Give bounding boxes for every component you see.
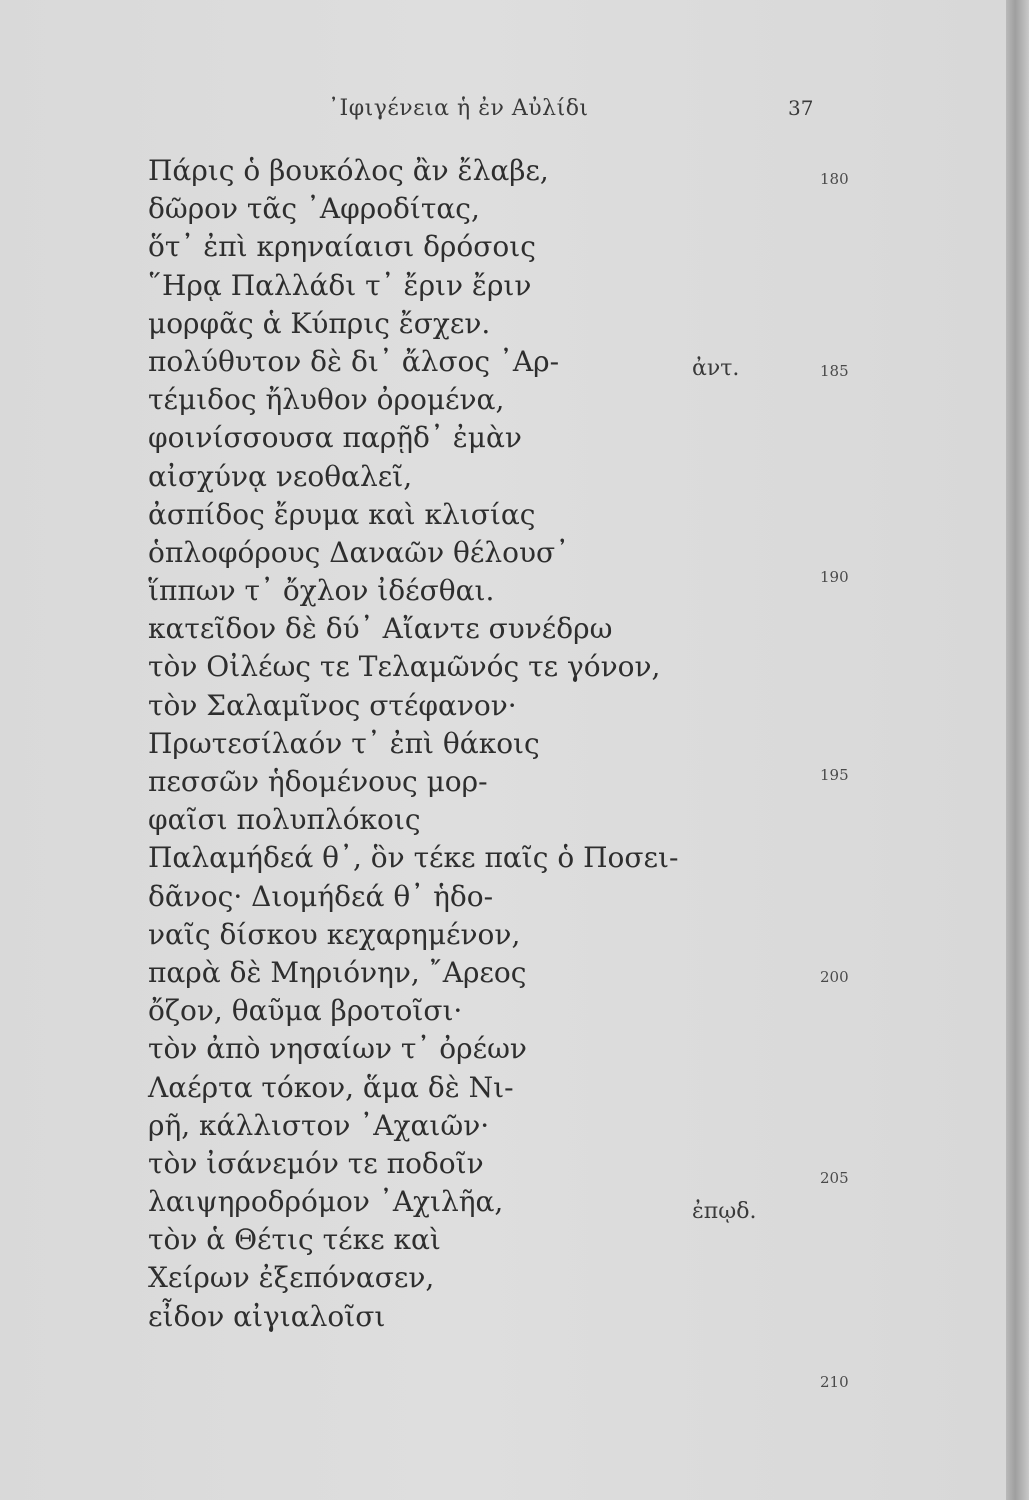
verse-line: ὁπλοφόρους Δαναῶν θέλουσ᾿ bbox=[148, 535, 570, 569]
running-head-title: ᾿Ιφιγένεια ἡ ἐν Αὐλίδι bbox=[328, 96, 589, 121]
verse-line: τὸν ἰσάνεμόν τε ποδοῖν bbox=[148, 1146, 484, 1180]
verse-line: τὸν Οἰλέως τε Τελαμῶνός τε γόνον, bbox=[148, 650, 661, 684]
verse-line: φαῖσι πολυπλόκοις bbox=[148, 803, 421, 837]
page-edge bbox=[1006, 0, 1029, 1500]
verse-line: φοινίσσουσα παρῇδ᾿ ἐμὰν bbox=[148, 421, 522, 455]
verse-line: λαιψηροδρόμον ᾿Αχιλῆα, bbox=[148, 1185, 504, 1219]
verse-line: παρὰ δὲ Μηριόνην, ῎Αρεος bbox=[148, 955, 527, 989]
line-number-190: 190 bbox=[820, 568, 849, 586]
line-number-205: 205 bbox=[820, 1169, 849, 1187]
verse-line: ἀσπίδος ἔρυμα καὶ κλισίας bbox=[148, 497, 536, 531]
verse-line: Λαέρτα τόκον, ἅμα δὲ Νι- bbox=[148, 1070, 514, 1104]
verse-line: τὸν Σαλαμῖνος στέφανον· bbox=[148, 688, 517, 722]
verse-line: ναῖς δίσκου κεχαρημένον, bbox=[148, 917, 521, 951]
line-number-195: 195 bbox=[820, 766, 849, 784]
verse-line: τὸν ἀπὸ νησαίων τ᾿ ὀρέων bbox=[148, 1032, 527, 1066]
line-number-180: 180 bbox=[820, 170, 849, 188]
verse-line: κατεῖδον δὲ δύ᾿ Αἴαντε συνέδρω bbox=[148, 612, 613, 646]
line-number-185: 185 bbox=[820, 362, 849, 380]
verse-text bbox=[148, 152, 708, 1336]
verse-line: ὄζον, θαῦμα βροτοῖσι· bbox=[148, 994, 463, 1028]
line-number-210: 210 bbox=[820, 1373, 849, 1391]
verse-line: πολύθυτον δὲ δι᾿ ἄλσος ᾿Αρ- bbox=[148, 344, 560, 378]
verse-line: δῶρον τᾶς ᾿Αφροδίτας, bbox=[148, 192, 480, 226]
verse-line: Πάρις ὁ βουκόλος ἂν ἔλαβε, bbox=[148, 154, 549, 187]
verse-line: τέμιδος ἤλυθον ὀρομένα, bbox=[148, 383, 505, 417]
verse-line: αἰσχύνᾳ νεοθαλεῖ, bbox=[148, 459, 413, 493]
verse-line: Χείρων ἐξεπόνασεν, bbox=[148, 1261, 435, 1295]
verse-line: Παλαμήδεά θ᾿, ὃν τέκε παῖς ὁ Ποσει- bbox=[148, 841, 679, 875]
verse-line: ρῆ, κάλλιστον ᾿Αχαιῶν· bbox=[148, 1108, 490, 1142]
line-number-200: 200 bbox=[820, 968, 849, 986]
verse-line: εἶδον αἰγιαλοῖσι bbox=[148, 1299, 386, 1333]
marginal-label-epode: ἐπῳδ. bbox=[692, 1199, 757, 1224]
verse-line: πεσσῶν ἡδομένους μορ- bbox=[148, 765, 488, 798]
marginal-label-antistrophe: ἀντ. bbox=[692, 356, 740, 381]
verse-line: μορφᾶς ἁ Κύπρις ἔσχεν. bbox=[148, 306, 491, 340]
verse-line: Πρωτεσίλαόν τ᾿ ἐπὶ θάκοις bbox=[148, 726, 540, 760]
verse-line: τὸν ἁ Θέτις τέκε καὶ bbox=[148, 1223, 441, 1257]
page-number: 37 bbox=[788, 96, 814, 120]
verse-line: δᾶνος· Διομήδεά θ᾿ ἡδο- bbox=[148, 879, 494, 913]
verse-line: ἵππων τ᾿ ὄχλον ἰδέσθαι. bbox=[148, 574, 495, 608]
verse-line: ῞Ηρᾳ Παλλάδι τ᾿ ἔριν ἔριν bbox=[148, 268, 532, 302]
verse-line: ὅτ᾿ ἐπὶ κρηναίαισι δρόσοις bbox=[148, 230, 536, 264]
